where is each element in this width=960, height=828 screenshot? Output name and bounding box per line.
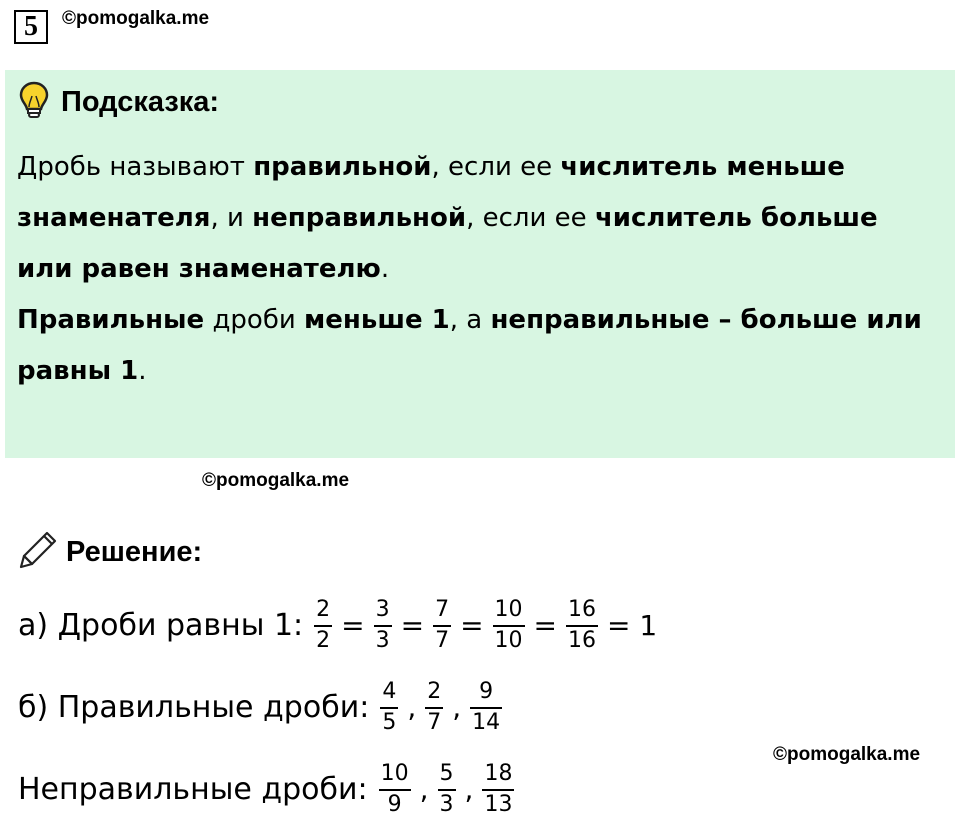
- fraction-denominator: 14: [472, 710, 501, 735]
- fraction-bar: [314, 625, 332, 627]
- hint-paragraph: [17, 142, 942, 295]
- hint-title: Подсказка:: [61, 85, 220, 118]
- fraction-numerator: 3: [375, 597, 390, 622]
- fraction-denominator: 3: [439, 792, 454, 817]
- hint-bold-text: Правильные: [17, 305, 205, 335]
- solution-header: [18, 530, 202, 574]
- operator: =: [460, 609, 484, 642]
- hint-text-run: .: [138, 356, 147, 386]
- fraction-denominator: 16: [568, 628, 597, 653]
- fraction-bar: [482, 789, 514, 791]
- operator: = 1: [607, 609, 658, 642]
- hint-text-run: , если ее: [466, 203, 595, 233]
- fraction-numerator: 10: [380, 761, 409, 786]
- watermark-top: ©pomogalka.me: [62, 8, 210, 29]
- operator: =: [341, 609, 365, 642]
- hint-box: [5, 70, 955, 458]
- fraction: [425, 680, 443, 735]
- fraction: [380, 680, 398, 735]
- fraction: [482, 762, 514, 817]
- hint-bold-text: неправильные – больше или равны 1: [17, 305, 922, 386]
- fraction-numerator: 18: [484, 761, 513, 786]
- fraction-numerator: 16: [568, 597, 597, 622]
- fraction-numerator: 2: [316, 597, 331, 622]
- fraction: [493, 598, 525, 653]
- operator: =: [400, 609, 425, 642]
- hint-bold-text: числитель больше или равен знаменателю: [17, 203, 878, 284]
- fraction-numerator: 10: [494, 597, 523, 622]
- fraction-bar: [470, 707, 502, 709]
- fraction-denominator: 7: [435, 628, 450, 653]
- fraction: [470, 680, 502, 735]
- hint-bold-text: неправильной: [252, 203, 467, 233]
- fraction-denominator: 5: [382, 710, 397, 735]
- fraction-denominator: 2: [316, 628, 331, 653]
- hint-text-run: дроби: [204, 305, 305, 335]
- fraction: [379, 762, 411, 817]
- hint-bold-text: правильной: [253, 152, 432, 182]
- fraction-numerator: 9: [479, 679, 494, 704]
- watermark-middle: ©pomogalka.me: [202, 470, 350, 491]
- operator: ,: [419, 773, 429, 806]
- fraction-bar: [379, 789, 411, 791]
- operator: ,: [452, 691, 462, 724]
- fraction: [438, 762, 456, 817]
- line-prefix: б) Правильные дроби:: [18, 690, 370, 725]
- fraction-numerator: 7: [435, 597, 450, 622]
- solution-line-b: [18, 680, 507, 735]
- fraction-numerator: 5: [439, 761, 454, 786]
- line-prefix: а) Дроби равны 1:: [18, 608, 304, 643]
- operator: ,: [464, 773, 474, 806]
- hint-text-run: , если ее: [431, 152, 561, 182]
- operator: =: [533, 609, 558, 642]
- hint-bold-text: меньше 1: [304, 305, 450, 335]
- operator: ,: [407, 691, 417, 724]
- solution-title: Решение:: [66, 535, 203, 568]
- fraction-bar: [374, 625, 392, 627]
- hint-header: [19, 82, 219, 122]
- fraction-denominator: 9: [387, 792, 402, 817]
- fraction-numerator: 2: [427, 679, 442, 704]
- solution-line-c: [18, 762, 519, 817]
- fraction-bar: [433, 625, 451, 627]
- hint-paragraph: [17, 295, 942, 397]
- hint-bold-text: числитель меньше знаменателя: [17, 152, 845, 233]
- line-prefix: Неправильные дроби:: [18, 772, 368, 807]
- hint-text-run: Дробь называют: [17, 152, 254, 182]
- fraction-bar: [438, 789, 456, 791]
- fraction-bar: [493, 625, 525, 627]
- fraction-denominator: 7: [427, 710, 442, 735]
- fraction-denominator: 13: [484, 792, 513, 817]
- fraction: [433, 598, 451, 653]
- watermark-bottom: ©pomogalka.me: [773, 744, 921, 765]
- pencil-icon: [18, 530, 58, 575]
- task-number: 5: [14, 10, 48, 44]
- hint-text-run: , и: [210, 203, 253, 233]
- fraction-denominator: 3: [375, 628, 390, 653]
- lightbulb-icon: [19, 81, 49, 124]
- fraction-denominator: 10: [494, 628, 523, 653]
- fraction: [566, 598, 598, 653]
- fraction: [374, 598, 392, 653]
- hint-text: [17, 142, 942, 397]
- hint-text-run: , а: [449, 305, 491, 335]
- solution-line-a: [18, 598, 661, 653]
- fraction: [314, 598, 332, 653]
- fraction-numerator: 4: [382, 679, 397, 704]
- fraction-bar: [380, 707, 398, 709]
- fraction-bar: [566, 625, 598, 627]
- hint-text-run: .: [380, 254, 390, 284]
- fraction-bar: [425, 707, 443, 709]
